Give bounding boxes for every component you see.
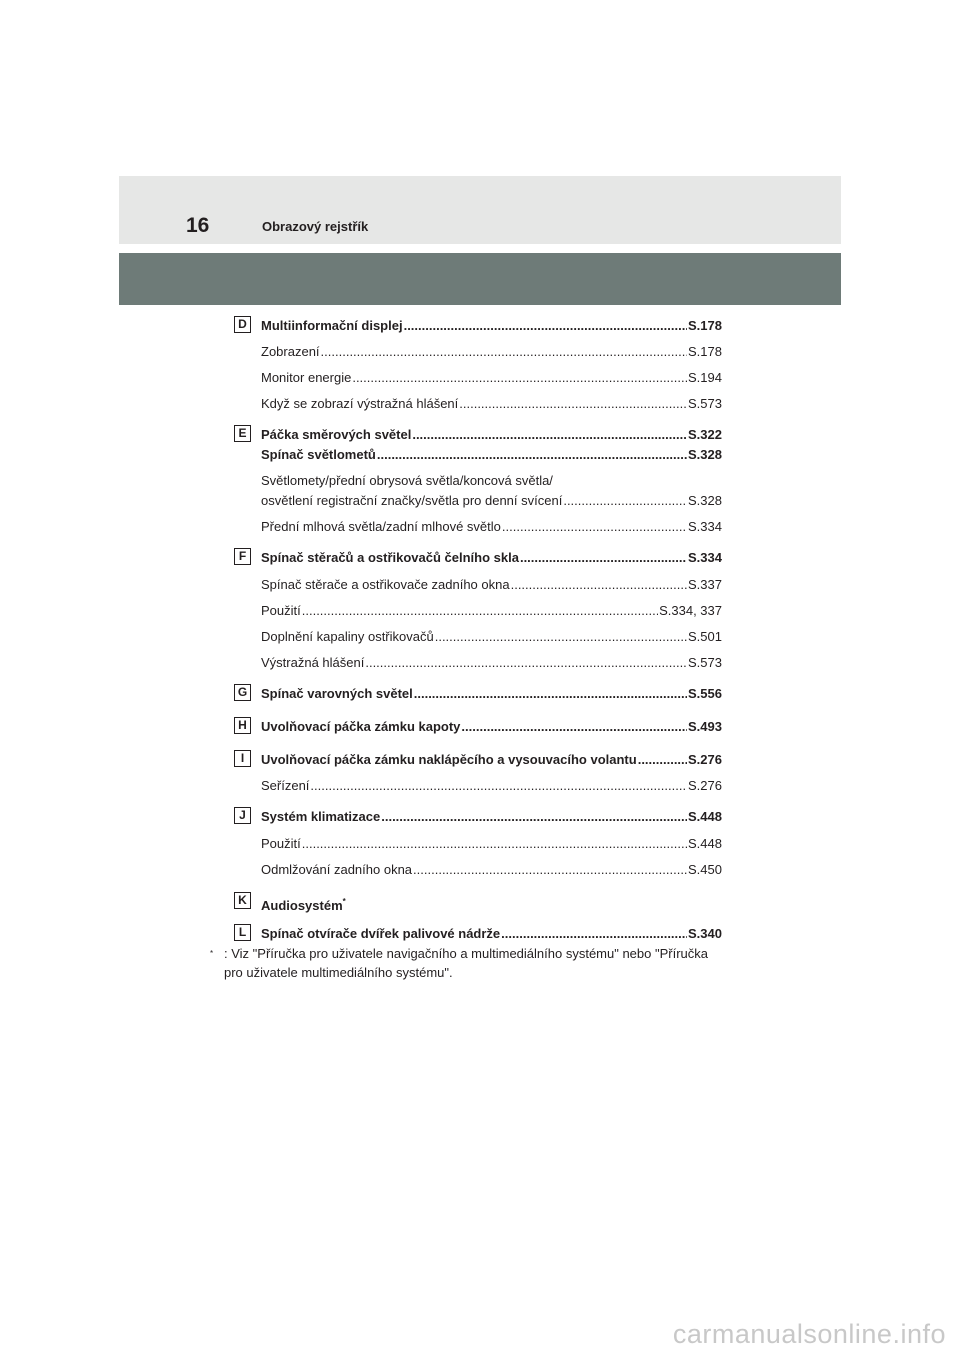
index-letter-g: G xyxy=(234,684,251,701)
leader-dots xyxy=(435,629,687,645)
entry-page: S.556 xyxy=(688,686,722,701)
entry-label: Použití xyxy=(261,836,301,851)
index-entry[interactable] xyxy=(261,519,722,535)
leader-dots xyxy=(501,926,687,942)
leader-dots xyxy=(459,396,687,412)
entry-page: S.178 xyxy=(688,344,722,359)
watermark: carmanualsonline.info xyxy=(672,1319,946,1349)
leader-dots xyxy=(511,577,687,593)
index-entry[interactable] xyxy=(261,629,722,645)
entry-page: S.337 xyxy=(688,577,722,592)
entry-label: Odmlžování zadního okna xyxy=(261,862,413,877)
leader-dots xyxy=(638,752,687,768)
index-entry[interactable] xyxy=(261,577,722,593)
leader-dots xyxy=(365,655,687,671)
entry-page: S.334 xyxy=(688,519,722,534)
entry-page: S.340 xyxy=(688,926,722,941)
index-letter-k: K xyxy=(234,892,251,909)
leader-dots xyxy=(520,550,687,566)
entry-label: Systém klimatizace xyxy=(261,809,381,824)
entry-label: Spínač stěračů a ostřikovačů čelního skla xyxy=(261,550,519,565)
entry-label: Páčka směrových světel xyxy=(261,427,412,442)
index-entry[interactable] xyxy=(261,396,722,412)
footnote-mark: * xyxy=(342,897,346,906)
index-entry[interactable] xyxy=(261,809,722,825)
entry-page: S.276 xyxy=(688,778,722,793)
index-entry[interactable] xyxy=(261,447,722,463)
index-entry[interactable] xyxy=(261,344,722,360)
entry-page: S.194 xyxy=(688,370,722,385)
entry-label: Spínač varovných světel xyxy=(261,686,413,701)
leader-dots xyxy=(310,778,687,794)
leader-dots xyxy=(377,447,687,463)
entry-page: S.328 xyxy=(688,447,722,462)
index-letter-h: H xyxy=(234,717,251,734)
entry-label: Spínač světlometů xyxy=(261,447,376,462)
index-entry[interactable] xyxy=(261,427,722,443)
leader-dots xyxy=(404,318,687,334)
leader-dots xyxy=(461,719,687,735)
section-title: Obrazový rejstřík xyxy=(262,219,369,234)
index-letter-f: F xyxy=(234,548,251,565)
index-entry[interactable] xyxy=(261,655,722,671)
index-entry[interactable] xyxy=(261,686,722,702)
entry-label: Spínač otvírače dvířek palivové nádrže xyxy=(261,926,501,941)
index-letter-e: E xyxy=(234,425,251,442)
index-entry[interactable] xyxy=(261,550,722,566)
leader-dots xyxy=(302,603,658,619)
leader-dots xyxy=(563,493,687,509)
leader-dots xyxy=(502,519,687,535)
entry-page: S.328 xyxy=(688,493,722,508)
entry-page: S.322 xyxy=(688,427,722,442)
entry-label: Seřízení xyxy=(261,778,310,793)
index-entry[interactable] xyxy=(261,318,722,334)
entry-label: Audiosystém xyxy=(261,898,343,913)
index-entry[interactable] xyxy=(261,493,722,509)
entry-label: Uvolňovací páčka zámku kapoty xyxy=(261,719,461,734)
entry-label: Přední mlhová světla/zadní mlhové světlo xyxy=(261,519,501,534)
index-entry[interactable] xyxy=(261,719,722,735)
entry-label: Spínač stěrače a ostřikovače zadního okna xyxy=(261,577,510,592)
index-entry[interactable] xyxy=(261,603,722,619)
footnote xyxy=(210,944,770,982)
index-letter-i: I xyxy=(234,750,251,767)
entry-label: Monitor energie xyxy=(261,370,352,385)
index-entry[interactable] xyxy=(261,926,722,942)
entry-label-line: Světlomety/přední obrysová světla/koncová světla/ xyxy=(261,473,553,488)
index-entry[interactable] xyxy=(261,778,722,794)
footnote-symbol xyxy=(210,944,213,966)
leader-dots xyxy=(321,344,687,360)
entry-page: S.573 xyxy=(688,396,722,411)
leader-dots xyxy=(413,862,687,878)
leader-dots xyxy=(412,427,687,443)
index-letter-j: J xyxy=(234,807,251,824)
index-entry[interactable] xyxy=(261,752,722,768)
entry-label: Doplnění kapaliny ostřikovačů xyxy=(261,629,434,644)
entry-label: Použití xyxy=(261,603,301,618)
leader-dots xyxy=(352,370,687,386)
footnote-asterisk: * xyxy=(210,949,214,958)
index-entry[interactable] xyxy=(261,836,722,852)
entry-page: S.501 xyxy=(688,629,722,644)
entry-label: Když se zobrazí výstražná hlášení xyxy=(261,396,459,411)
index-entry[interactable] xyxy=(261,894,346,914)
leader-dots xyxy=(414,686,687,702)
index-entry[interactable] xyxy=(261,370,722,386)
entry-label: Multiinformační displej xyxy=(261,318,403,333)
entry-page: S.448 xyxy=(688,836,722,851)
entry-page: S.448 xyxy=(688,809,722,824)
leader-dots xyxy=(302,836,687,852)
entry-page: S.178 xyxy=(688,318,722,333)
index-letter-d: D xyxy=(234,316,251,333)
entry-page: S.334, 337 xyxy=(659,603,722,618)
footnote-line-1: : Viz "Příručka pro uživatele navigačního a multimediálního systému" nebo "Příručka xyxy=(224,946,709,961)
index-entry[interactable] xyxy=(261,862,722,878)
page-number: 16 xyxy=(186,214,210,237)
entry-page: S.334 xyxy=(688,550,722,565)
index-letter-l: L xyxy=(234,924,251,941)
entry-page: S.493 xyxy=(688,719,722,734)
entry-page: S.573 xyxy=(688,655,722,670)
entry-label: Výstražná hlášení xyxy=(261,655,365,670)
footnote-line-2: pro uživatele multimediálního systému". xyxy=(224,965,453,980)
entry-label: Zobrazení xyxy=(261,344,320,359)
entry-page: S.450 xyxy=(688,862,722,877)
entry-label: Uvolňovací páčka zámku naklápěcího a vysouvacího volantu xyxy=(261,752,637,767)
entry-label: osvětlení registrační značky/světla pro denní svícení xyxy=(261,493,563,508)
entry-page: S.276 xyxy=(688,752,722,767)
leader-dots xyxy=(381,809,687,825)
